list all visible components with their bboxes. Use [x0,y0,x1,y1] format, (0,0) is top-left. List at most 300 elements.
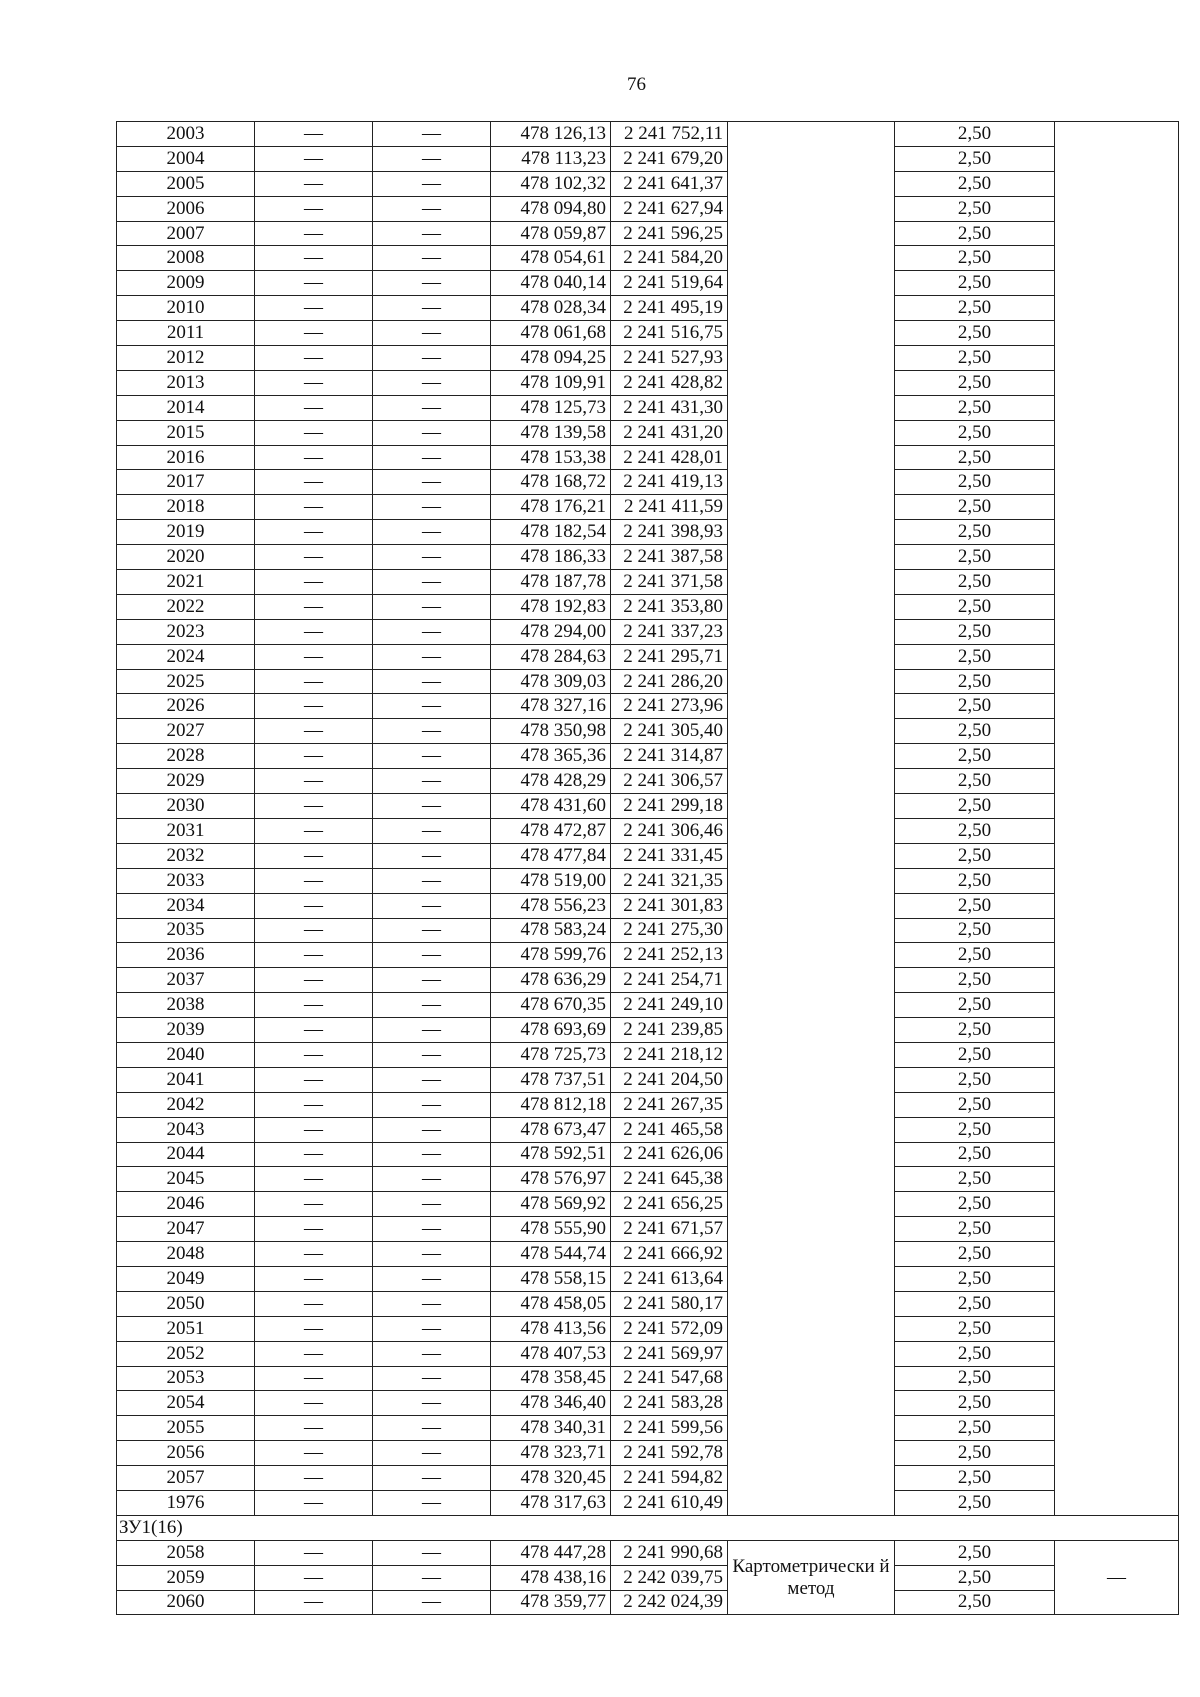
point-number: 2016 [117,445,255,470]
table-row [117,1341,1179,1366]
table-row [117,495,1179,520]
accuracy-value: 2,50 [895,346,1055,371]
point-number: 2058 [117,1540,255,1565]
x-coordinate: 478 544,74 [491,1242,611,1267]
dash-cell: — [373,1565,491,1590]
point-number: 2006 [117,196,255,221]
accuracy-value: 2,50 [895,1466,1055,1491]
y-coordinate: 2 241 527,93 [611,346,728,371]
table-row [117,146,1179,171]
dash-cell: — [255,719,373,744]
accuracy-value: 2,50 [895,545,1055,570]
dash-cell: — [373,619,491,644]
y-coordinate: 2 241 519,64 [611,271,728,296]
table-row [117,1217,1179,1242]
y-coordinate: 2 241 428,82 [611,370,728,395]
point-number: 2051 [117,1316,255,1341]
dash-cell: — [255,171,373,196]
point-number: 2029 [117,769,255,794]
accuracy-value: 2,50 [895,719,1055,744]
dash-cell: — [373,1067,491,1092]
accuracy-value: 2,50 [895,1067,1055,1092]
x-coordinate: 478 125,73 [491,395,611,420]
x-coordinate: 478 725,73 [491,1042,611,1067]
table-row [117,570,1179,595]
x-coordinate: 478 673,47 [491,1117,611,1142]
accuracy-value: 2,50 [895,794,1055,819]
accuracy-value: 2,50 [895,1266,1055,1291]
dash-cell: — [373,594,491,619]
x-coordinate: 478 126,13 [491,122,611,147]
table-row [117,1466,1179,1491]
dash-cell: — [255,545,373,570]
dash-cell: — [373,296,491,321]
point-number: 2054 [117,1391,255,1416]
accuracy-value: 2,50 [895,868,1055,893]
x-coordinate: 478 284,63 [491,644,611,669]
dash-cell: — [373,321,491,346]
dash-cell: — [255,520,373,545]
accuracy-value: 2,50 [895,321,1055,346]
dash-cell: — [255,1067,373,1092]
x-coordinate: 478 346,40 [491,1391,611,1416]
x-coordinate: 478 054,61 [491,246,611,271]
point-number: 2034 [117,893,255,918]
accuracy-value: 2,50 [895,843,1055,868]
dash-cell: — [373,221,491,246]
table-row [117,420,1179,445]
dash-cell: — [255,1316,373,1341]
dash-cell: — [373,146,491,171]
y-coordinate: 2 242 024,39 [611,1590,728,1615]
x-coordinate: 478 186,33 [491,545,611,570]
accuracy-value: 2,50 [895,1242,1055,1267]
dash-cell: — [255,196,373,221]
dash-cell: — [255,1590,373,1615]
dash-cell: — [373,1540,491,1565]
table-row [117,271,1179,296]
point-number: 2036 [117,943,255,968]
table-row [117,843,1179,868]
x-coordinate: 478 693,69 [491,1018,611,1043]
x-coordinate: 478 102,32 [491,171,611,196]
dash-cell: — [255,769,373,794]
table-row [117,669,1179,694]
point-number: 2040 [117,1042,255,1067]
table-row [117,943,1179,968]
dash-cell: — [255,1391,373,1416]
y-coordinate: 2 241 610,49 [611,1490,728,1515]
dash-cell: — [373,1441,491,1466]
x-coordinate: 478 413,56 [491,1316,611,1341]
table-row [117,619,1179,644]
y-coordinate: 2 241 218,12 [611,1042,728,1067]
accuracy-value: 2,50 [895,1018,1055,1043]
y-coordinate: 2 241 275,30 [611,918,728,943]
x-coordinate: 478 340,31 [491,1416,611,1441]
dash-cell: — [373,445,491,470]
dash-cell: — [255,1490,373,1515]
x-coordinate: 478 040,14 [491,271,611,296]
y-coordinate: 2 241 599,56 [611,1416,728,1441]
table-row [117,1490,1179,1515]
dash-cell: — [373,1391,491,1416]
x-coordinate: 478 176,21 [491,495,611,520]
dash-cell: — [373,1316,491,1341]
x-coordinate: 478 431,60 [491,794,611,819]
point-number: 2055 [117,1416,255,1441]
table-row [117,594,1179,619]
accuracy-value: 2,50 [895,171,1055,196]
y-coordinate: 2 241 569,97 [611,1341,728,1366]
y-coordinate: 2 241 580,17 [611,1291,728,1316]
dash-cell: — [255,1092,373,1117]
accuracy-value: 2,50 [895,196,1055,221]
table-row [117,744,1179,769]
table-row [117,993,1179,1018]
point-number: 2050 [117,1291,255,1316]
dash-cell: — [373,570,491,595]
dash-cell: — [373,246,491,271]
accuracy-value: 2,50 [895,1142,1055,1167]
accuracy-value: 2,50 [895,1416,1055,1441]
dash-cell: — [373,769,491,794]
y-coordinate: 2 241 305,40 [611,719,728,744]
dash-cell: — [255,1042,373,1067]
y-coordinate: 2 241 627,94 [611,196,728,221]
dash-cell: — [373,495,491,520]
accuracy-value: 2,50 [895,619,1055,644]
y-coordinate: 2 241 626,06 [611,1142,728,1167]
point-number: 2043 [117,1117,255,1142]
table-row [117,1018,1179,1043]
x-coordinate: 478 358,45 [491,1366,611,1391]
y-coordinate: 2 241 641,37 [611,171,728,196]
dash-cell: — [255,1565,373,1590]
dash-cell: — [373,669,491,694]
x-coordinate: 478 365,36 [491,744,611,769]
y-coordinate: 2 241 431,30 [611,395,728,420]
point-number: 2013 [117,370,255,395]
dash-cell: — [373,370,491,395]
dash-cell: — [255,370,373,395]
table-row [117,1391,1179,1416]
point-number: 2023 [117,619,255,644]
point-number: 2010 [117,296,255,321]
point-number: 2021 [117,570,255,595]
dash-cell: — [373,1466,491,1491]
point-number: 2024 [117,644,255,669]
method-cell [728,122,895,1516]
dash-cell: — [255,395,373,420]
point-number: 2044 [117,1142,255,1167]
dash-cell: — [373,993,491,1018]
dash-cell: — [255,644,373,669]
table-row [117,694,1179,719]
table-row [117,1366,1179,1391]
y-coordinate: 2 241 592,78 [611,1441,728,1466]
x-coordinate: 478 113,23 [491,146,611,171]
y-coordinate: 2 241 428,01 [611,445,728,470]
accuracy-value: 2,50 [895,1092,1055,1117]
table-row [117,893,1179,918]
x-coordinate: 478 558,15 [491,1266,611,1291]
table-row [117,918,1179,943]
point-number: 1976 [117,1490,255,1515]
y-coordinate: 2 241 267,35 [611,1092,728,1117]
x-coordinate: 478 556,23 [491,893,611,918]
table-row [117,1042,1179,1067]
dash-cell: — [373,545,491,570]
dash-cell: — [255,794,373,819]
dash-cell: — [373,644,491,669]
point-number: 2037 [117,968,255,993]
dash-cell: — [255,271,373,296]
table-row [117,769,1179,794]
accuracy-value: 2,50 [895,271,1055,296]
dash-cell: — [255,818,373,843]
dash-cell: — [373,694,491,719]
accuracy-value: 2,50 [895,146,1055,171]
accuracy-value: 2,50 [895,1117,1055,1142]
point-number: 2057 [117,1466,255,1491]
point-number: 2053 [117,1366,255,1391]
y-coordinate: 2 241 594,82 [611,1466,728,1491]
y-coordinate: 2 241 387,58 [611,545,728,570]
dash-cell: — [373,122,491,147]
accuracy-value: 2,50 [895,1490,1055,1515]
dash-cell: — [255,1540,373,1565]
point-number: 2012 [117,346,255,371]
table-row [117,968,1179,993]
x-coordinate: 478 309,03 [491,669,611,694]
dash-cell: — [255,1242,373,1267]
dash-cell: — [255,893,373,918]
accuracy-value: 2,50 [895,221,1055,246]
dash-cell: — [255,1167,373,1192]
point-number: 2019 [117,520,255,545]
point-number: 2025 [117,669,255,694]
dash-cell: — [255,694,373,719]
y-coordinate: 2 241 398,93 [611,520,728,545]
accuracy-value: 2,50 [895,495,1055,520]
x-coordinate: 478 447,28 [491,1540,611,1565]
dash-cell: — [373,346,491,371]
y-coordinate: 2 241 314,87 [611,744,728,769]
x-coordinate: 478 028,34 [491,296,611,321]
point-number: 2009 [117,271,255,296]
point-number: 2011 [117,321,255,346]
table-row [117,545,1179,570]
accuracy-value: 2,50 [895,769,1055,794]
point-number: 2030 [117,794,255,819]
y-coordinate: 2 241 331,45 [611,843,728,868]
x-coordinate: 478 472,87 [491,818,611,843]
dash-cell: — [373,1192,491,1217]
table-row [117,395,1179,420]
x-coordinate: 478 320,45 [491,1466,611,1491]
accuracy-value: 2,50 [895,744,1055,769]
dash-cell: — [255,321,373,346]
table-row [117,370,1179,395]
accuracy-value: 2,50 [895,1441,1055,1466]
dash-cell: — [255,346,373,371]
dash-cell: — [255,1266,373,1291]
accuracy-value: 2,50 [895,246,1055,271]
table-row [117,1142,1179,1167]
dash-cell: — [255,122,373,147]
point-number: 2046 [117,1192,255,1217]
dash-cell: — [373,1167,491,1192]
table-row [117,196,1179,221]
y-coordinate: 2 241 419,13 [611,470,728,495]
dash-cell: — [255,744,373,769]
point-number: 2033 [117,868,255,893]
accuracy-value: 2,50 [895,594,1055,619]
dash-cell: — [255,1341,373,1366]
x-coordinate: 478 317,63 [491,1490,611,1515]
table-row [117,818,1179,843]
table-row [117,1416,1179,1441]
table-row [117,346,1179,371]
table-body-top [117,122,1179,1516]
dash-cell: — [373,1490,491,1515]
table-row [117,1590,1179,1615]
dash-cell: — [373,794,491,819]
dash-cell: — [255,1192,373,1217]
point-number: 2056 [117,1441,255,1466]
table-section-header [117,1515,1179,1540]
table-row [117,1540,1179,1565]
table-row [117,221,1179,246]
dash-cell: — [255,619,373,644]
table-row [117,520,1179,545]
dash-cell: — [373,918,491,943]
point-number: 2052 [117,1341,255,1366]
dash-cell: — [255,1291,373,1316]
method-cell: Картометрически й метод [728,1540,895,1615]
x-coordinate: 478 583,24 [491,918,611,943]
dash-cell: — [255,993,373,1018]
point-number: 2038 [117,993,255,1018]
dash-cell: — [255,221,373,246]
section-label: ЗУ1(16) [117,1515,1179,1540]
table-row [117,171,1179,196]
y-coordinate: 2 241 666,92 [611,1242,728,1267]
accuracy-value: 2,50 [895,520,1055,545]
x-coordinate: 478 555,90 [491,1217,611,1242]
dash-cell: — [255,246,373,271]
accuracy-value: 2,50 [895,1565,1055,1590]
dash-cell: — [373,520,491,545]
point-number: 2028 [117,744,255,769]
point-number: 2008 [117,246,255,271]
accuracy-value: 2,50 [895,395,1055,420]
x-coordinate: 478 182,54 [491,520,611,545]
point-number: 2027 [117,719,255,744]
y-coordinate: 2 241 465,58 [611,1117,728,1142]
y-coordinate: 2 241 252,13 [611,943,728,968]
table-row [117,296,1179,321]
y-coordinate: 2 241 411,59 [611,495,728,520]
y-coordinate: 2 241 295,71 [611,644,728,669]
accuracy-value: 2,50 [895,1366,1055,1391]
point-number: 2032 [117,843,255,868]
table-row [117,445,1179,470]
x-coordinate: 478 109,91 [491,370,611,395]
x-coordinate: 478 519,00 [491,868,611,893]
point-number: 2022 [117,594,255,619]
accuracy-value: 2,50 [895,570,1055,595]
point-number: 2014 [117,395,255,420]
y-coordinate: 2 241 613,64 [611,1266,728,1291]
last-column-cell: — [1055,1540,1179,1615]
x-coordinate: 478 636,29 [491,968,611,993]
accuracy-value: 2,50 [895,1316,1055,1341]
accuracy-value: 2,50 [895,918,1055,943]
table-row [117,644,1179,669]
dash-cell: — [255,1217,373,1242]
x-coordinate: 478 458,05 [491,1291,611,1316]
point-number: 2026 [117,694,255,719]
table-row [117,1167,1179,1192]
x-coordinate: 478 139,58 [491,420,611,445]
y-coordinate: 2 241 204,50 [611,1067,728,1092]
accuracy-value: 2,50 [895,445,1055,470]
table-row [117,1565,1179,1590]
dash-cell: — [373,1341,491,1366]
table-row [117,1291,1179,1316]
accuracy-value: 2,50 [895,893,1055,918]
point-number: 2049 [117,1266,255,1291]
x-coordinate: 478 477,84 [491,843,611,868]
dash-cell: — [373,470,491,495]
section-row [117,1515,1179,1540]
dash-cell: — [255,296,373,321]
y-coordinate: 2 241 495,19 [611,296,728,321]
dash-cell: — [373,1266,491,1291]
dash-cell: — [255,1018,373,1043]
x-coordinate: 478 812,18 [491,1092,611,1117]
dash-cell: — [373,1092,491,1117]
x-coordinate: 478 599,76 [491,943,611,968]
accuracy-value: 2,50 [895,370,1055,395]
y-coordinate: 2 241 353,80 [611,594,728,619]
accuracy-value: 2,50 [895,420,1055,445]
accuracy-value: 2,50 [895,296,1055,321]
accuracy-value: 2,50 [895,1540,1055,1565]
x-coordinate: 478 153,38 [491,445,611,470]
dash-cell: — [255,1416,373,1441]
dash-cell: — [373,1416,491,1441]
accuracy-value: 2,50 [895,1167,1055,1192]
point-number: 2039 [117,1018,255,1043]
y-coordinate: 2 241 249,10 [611,993,728,1018]
y-coordinate: 2 241 299,18 [611,794,728,819]
dash-cell: — [373,1217,491,1242]
y-coordinate: 2 241 321,35 [611,868,728,893]
x-coordinate: 478 323,71 [491,1441,611,1466]
y-coordinate: 2 241 671,57 [611,1217,728,1242]
y-coordinate: 2 241 337,23 [611,619,728,644]
table-row [117,719,1179,744]
dash-cell: — [255,943,373,968]
accuracy-value: 2,50 [895,1590,1055,1615]
dash-cell: — [373,196,491,221]
dash-cell: — [255,570,373,595]
y-coordinate: 2 241 431,20 [611,420,728,445]
table-row [117,1441,1179,1466]
